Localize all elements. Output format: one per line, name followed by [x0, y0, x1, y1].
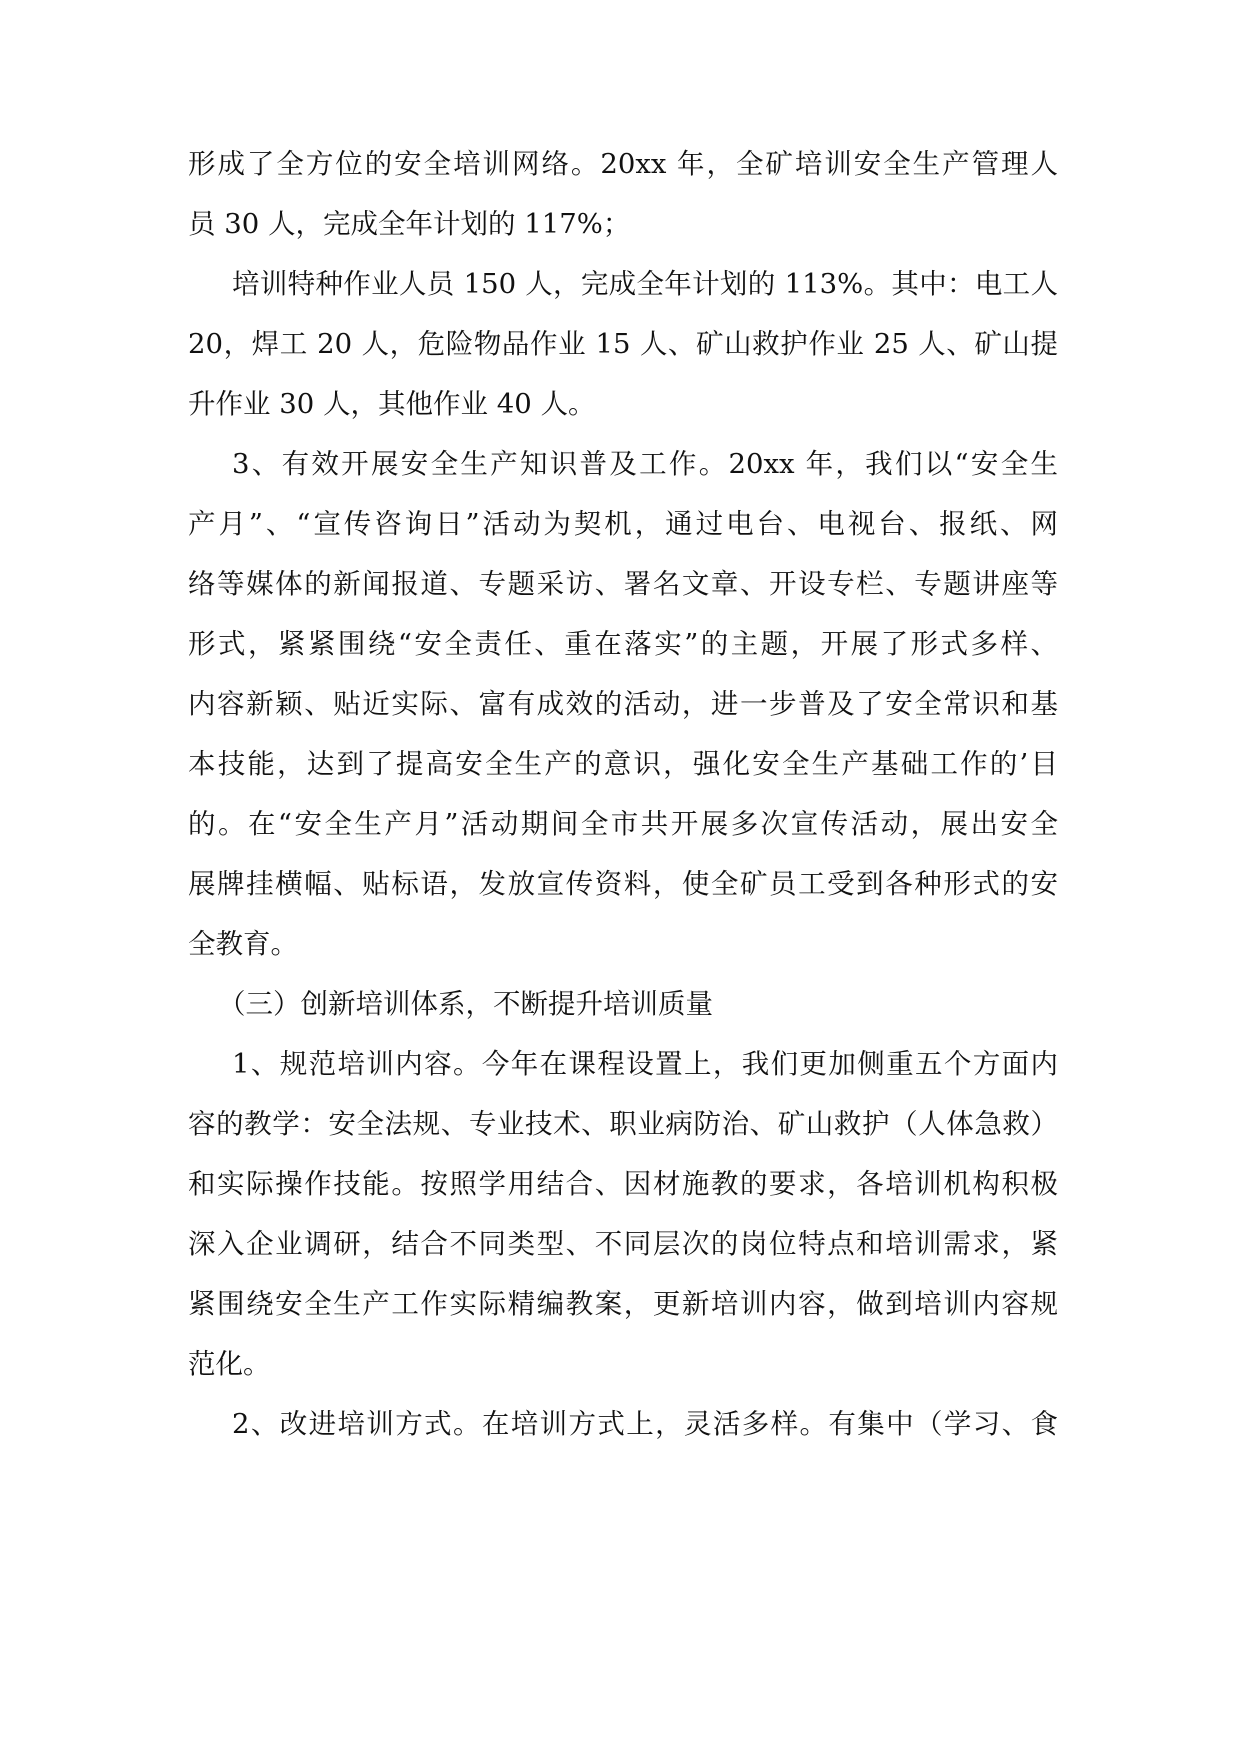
text-line-13: 展牌挂横幅、贴标语，发放宣传资料，使全矿员工受到各种形式的安: [188, 868, 1058, 900]
text-line-2: 员 30 人，完成全年计划的 117%；: [188, 208, 631, 240]
text-line-20: 紧围绕安全生产工作实际精编教案，更新培训内容，做到培训内容规: [188, 1288, 1058, 1320]
text-line-4: 20，焊工 20 人，危险物品作业 15 人、矿山救护作业 25 人、矿山提: [188, 328, 1058, 360]
text-line-22: 2、改进培训方式。在培训方式上，灵活多样。有集中（学习、食: [232, 1408, 1058, 1440]
text-line-21: 范化。: [188, 1348, 271, 1380]
section-heading: （三）创新培训体系，不断提升培训质量: [218, 988, 713, 1020]
text-line-19: 深入企业调研，结合不同类型、不同层次的岗位特点和培训需求，紧: [188, 1228, 1058, 1260]
text-line-8: 络等媒体的新闻报道、专题采访、署名文章、开设专栏、专题讲座等: [188, 568, 1058, 600]
text-line-14: 全教育。: [188, 928, 298, 960]
text-line-18: 和实际操作技能。按照学用结合、因材施教的要求，各培训机构积极: [188, 1168, 1058, 1200]
text-line-16: 1、规范培训内容。今年在课程设置上，我们更加侧重五个方面内: [232, 1048, 1058, 1080]
text-line-7: 产月”、“宣传咨询日”活动为契机，通过电台、电视台、报纸、网: [188, 508, 1058, 540]
text-line-6: 3、有效开展安全生产知识普及工作。20xx 年，我们以“安全生: [232, 448, 1058, 480]
text-line-17: 容的教学：安全法规、专业技术、职业病防治、矿山救护（人体急救）: [188, 1108, 1058, 1140]
text-line-1: 形成了全方位的安全培训网络。20xx 年，全矿培训安全生产管理人: [188, 148, 1058, 180]
text-line-12: 的。在“安全生产月”活动期间全市共开展多次宣传活动，展出安全: [188, 808, 1058, 840]
text-line-5: 升作业 30 人，其他作业 40 人。: [188, 388, 596, 420]
text-line-9: 形式，紧紧围绕“安全责任、重在落实”的主题，开展了形式多样、: [188, 628, 1058, 660]
text-line-11: 本技能，达到了提高安全生产的意识，强化安全生产基础工作的’目: [188, 748, 1058, 780]
text-line-10: 内容新颖、贴近实际、富有成效的活动，进一步普及了安全常识和基: [188, 688, 1058, 720]
text-line-3: 培训特种作业人员 150 人，完成全年计划的 113%。其中：电工人: [232, 268, 1058, 300]
